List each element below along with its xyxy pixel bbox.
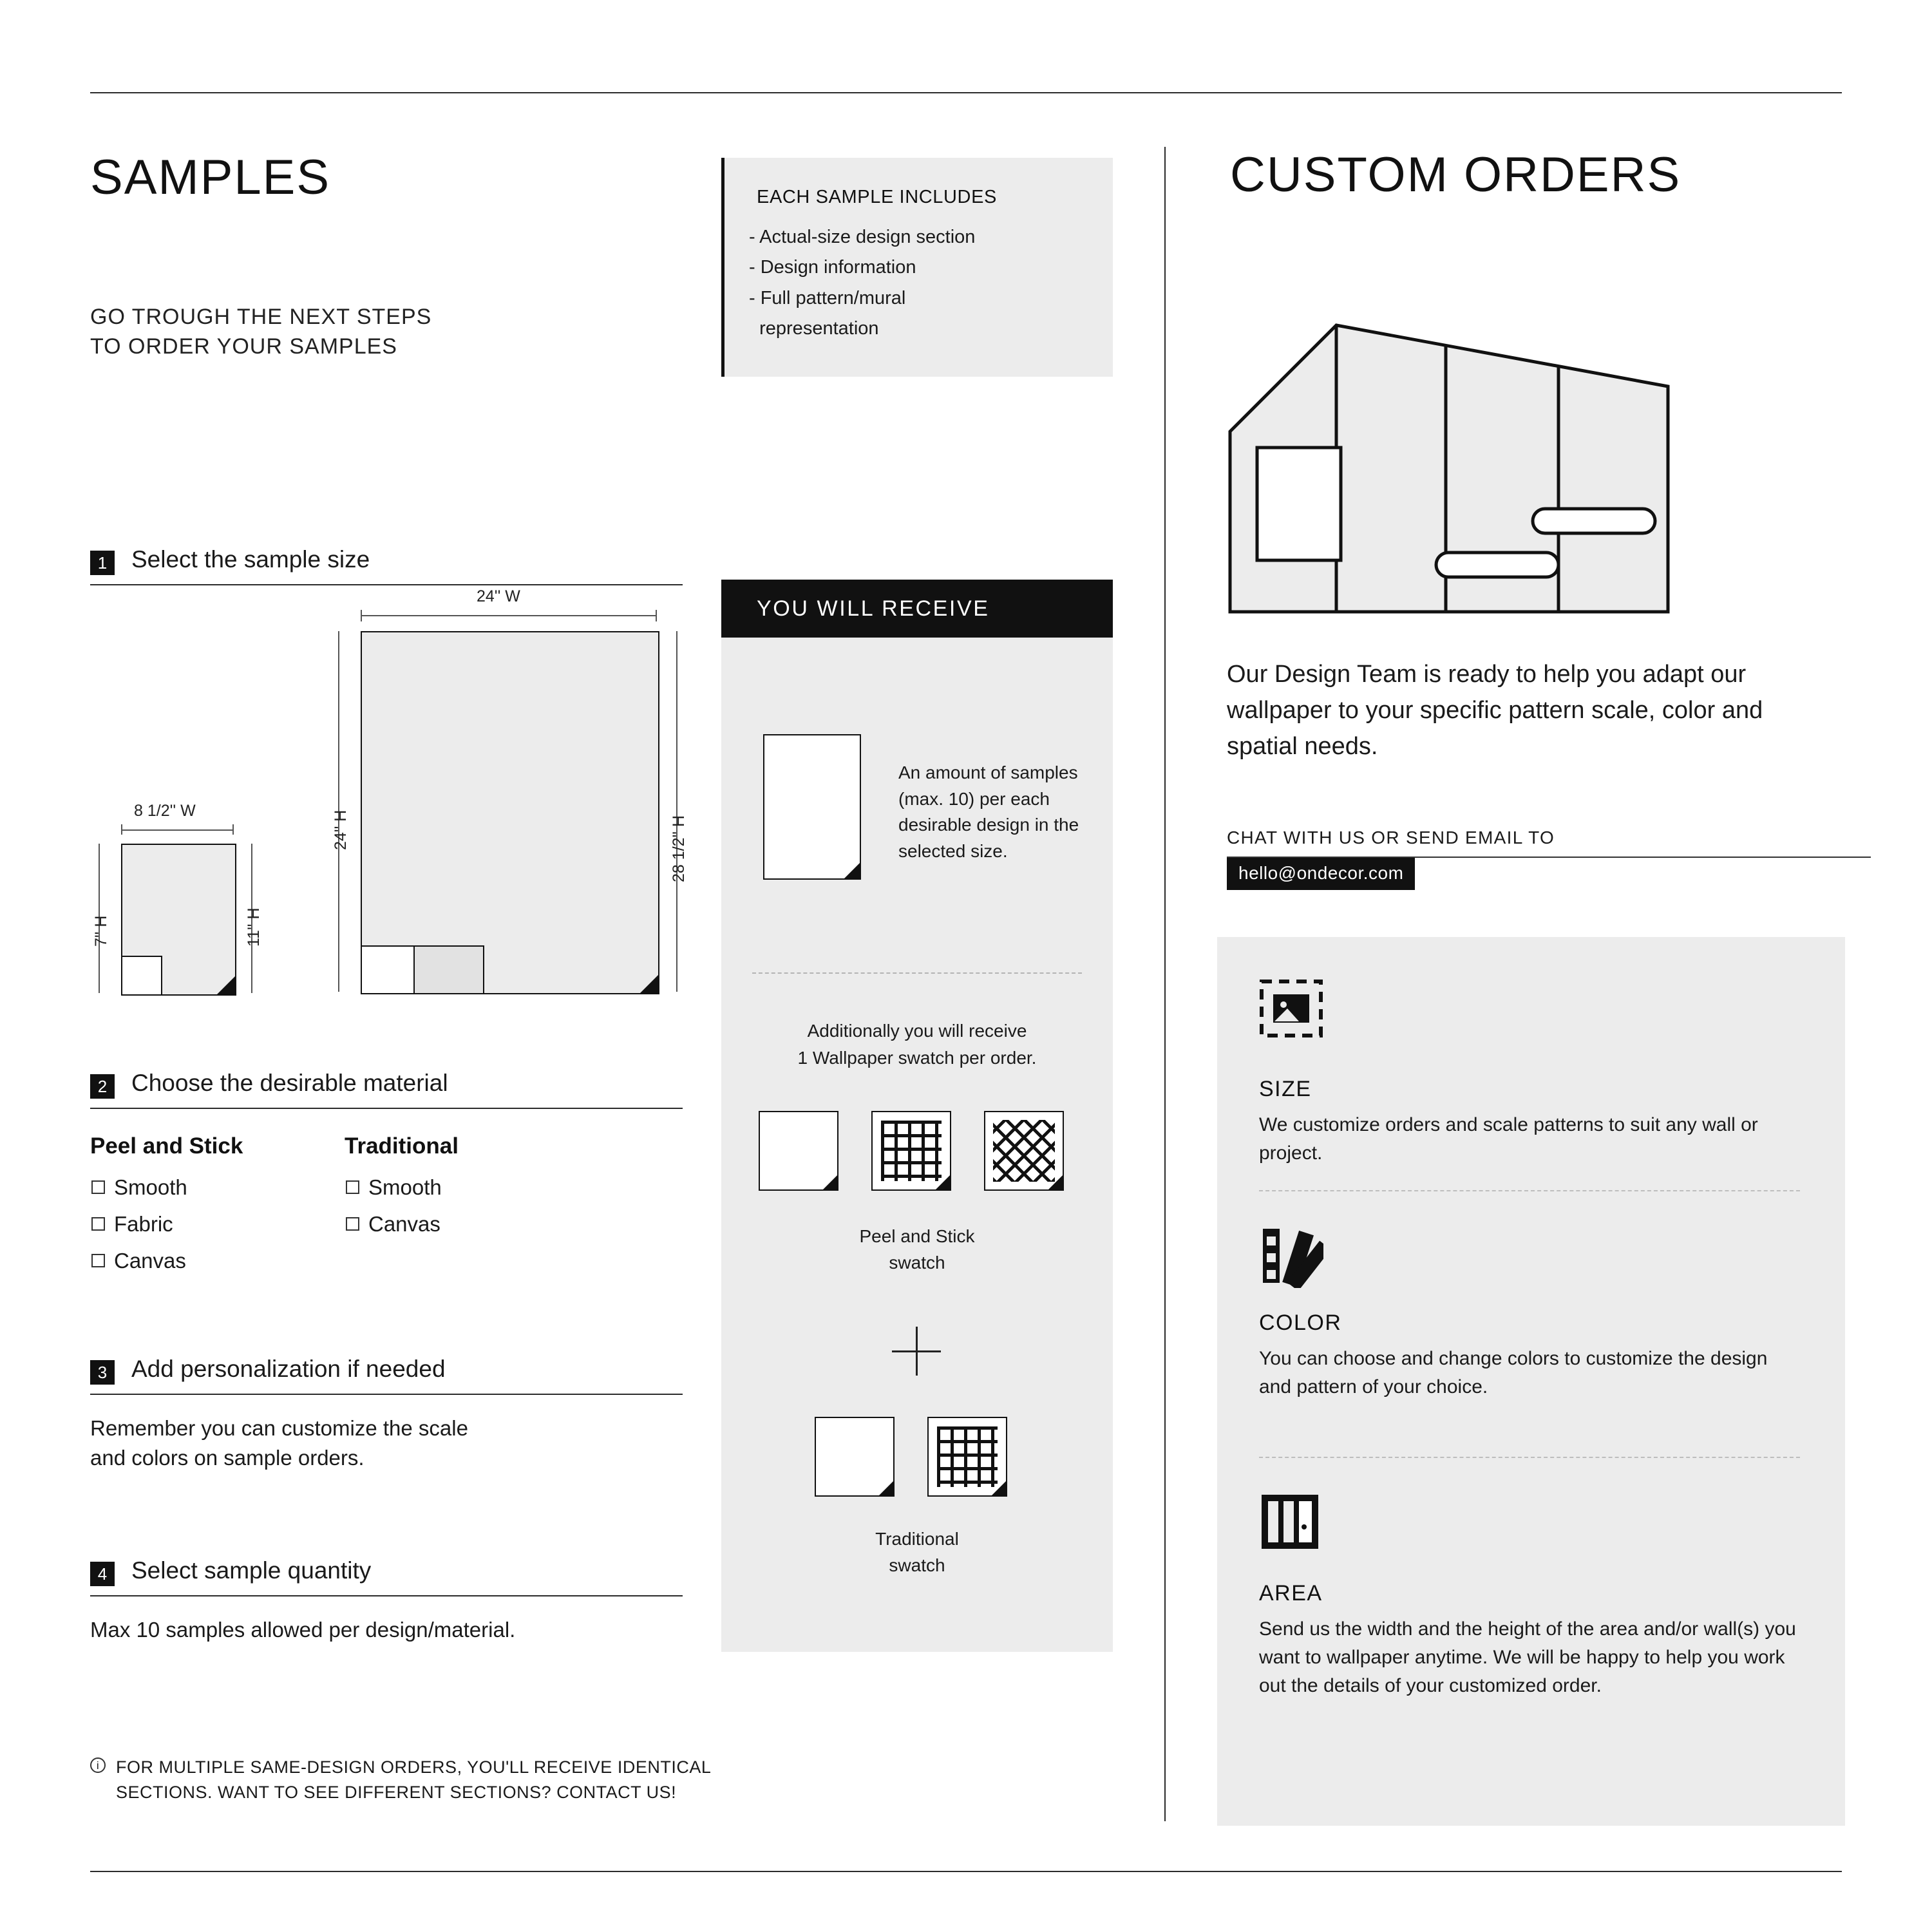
plus-icon bbox=[892, 1327, 941, 1376]
step-number: 4 bbox=[90, 1562, 115, 1586]
each-sample-list bbox=[749, 222, 975, 344]
column-divider bbox=[1164, 147, 1166, 1821]
step-underline bbox=[90, 1108, 683, 1109]
chat-label: CHAT WITH US OR SEND EMAIL TO bbox=[1227, 828, 1555, 848]
feature-text-area: Send us the width and the height of the area and/or wall(s) you want to wallpaper anytime. We will be happy to help you work out the details of your customized order. bbox=[1259, 1618, 1796, 1697]
step-label: Select the sample size bbox=[131, 546, 370, 573]
checkbox[interactable] bbox=[91, 1180, 105, 1194]
additional-line1: Additionally you will receive bbox=[807, 1021, 1027, 1041]
small-corner-fold-icon bbox=[217, 976, 235, 994]
sample-size-large-diagram bbox=[361, 631, 659, 994]
samples-subtitle bbox=[90, 303, 431, 362]
swatch-corner-fold-icon bbox=[823, 1175, 837, 1189]
feature-text-color: You can choose and change colors to customize the design and pattern of your choice. bbox=[1259, 1348, 1768, 1398]
checkbox[interactable] bbox=[346, 1217, 359, 1231]
samples-subtitle-line2: TO ORDER YOUR SAMPLES bbox=[90, 334, 397, 359]
option-label: Smooth bbox=[114, 1175, 187, 1199]
sample-sheet-description: An amount of samples (max. 10) per each desirable design in the selected size. bbox=[898, 762, 1079, 861]
small-inner-white bbox=[122, 956, 162, 994]
option-label: Canvas bbox=[114, 1249, 186, 1273]
top-divider bbox=[90, 92, 1842, 93]
large-inner-grey bbox=[415, 945, 484, 993]
step-label: Select sample quantity bbox=[131, 1557, 372, 1584]
info-icon: i bbox=[90, 1757, 106, 1773]
image-frame-icon bbox=[1259, 979, 1323, 1041]
material-option-peel-smooth[interactable] bbox=[91, 1175, 187, 1200]
large-width-dim-line bbox=[361, 615, 657, 616]
traditional-caption bbox=[721, 1526, 1113, 1578]
swatch-corner-fold-icon bbox=[936, 1175, 950, 1189]
panel-dotted-separator bbox=[752, 972, 1082, 974]
custom-orders-title: CUSTOM ORDERS bbox=[1230, 147, 1681, 202]
material-col1-title: Peel and Stick bbox=[90, 1133, 243, 1159]
material-option-trad-canvas[interactable] bbox=[346, 1212, 440, 1236]
swatch-diagonal bbox=[984, 1111, 1064, 1191]
step-label: Choose the desirable material bbox=[131, 1070, 448, 1096]
large-height-right-dim-line bbox=[676, 631, 677, 992]
sample-sheet-illustration bbox=[763, 734, 861, 880]
swatch-grid bbox=[871, 1111, 951, 1191]
step-number: 3 bbox=[90, 1360, 115, 1385]
step-label: Add personalization if needed bbox=[131, 1356, 446, 1382]
option-label: Smooth bbox=[368, 1175, 442, 1199]
step-number: 2 bbox=[90, 1074, 115, 1099]
option-label: Fabric bbox=[114, 1212, 173, 1236]
step-underline bbox=[90, 1394, 683, 1395]
feature-title-area: AREA bbox=[1259, 1581, 1323, 1605]
tick bbox=[656, 610, 657, 621]
diagonal-pattern-icon bbox=[993, 1120, 1055, 1182]
tick bbox=[121, 824, 122, 835]
step-3-line2: and colors on sample orders. bbox=[90, 1446, 365, 1470]
small-width-dim-line bbox=[121, 829, 234, 831]
material-option-peel-canvas[interactable] bbox=[91, 1249, 186, 1273]
step-underline bbox=[90, 1595, 683, 1596]
grid-pattern-icon bbox=[881, 1121, 942, 1181]
tick bbox=[232, 824, 234, 835]
tick bbox=[361, 610, 362, 621]
wall-panels-icon bbox=[1259, 1491, 1321, 1556]
large-corner-fold-icon bbox=[640, 975, 658, 993]
trad-caption-line2: swatch bbox=[889, 1555, 945, 1575]
large-inner-white bbox=[362, 945, 415, 993]
each-sample-heading: EACH SAMPLE INCLUDES bbox=[757, 187, 997, 207]
bottom-divider bbox=[90, 1871, 1842, 1872]
list-item: - Design information bbox=[749, 257, 916, 278]
peel-caption-line2: swatch bbox=[889, 1252, 945, 1273]
swatch-corner-fold-icon bbox=[992, 1481, 1006, 1495]
samples-subtitle-line1: GO TROUGH THE NEXT STEPS bbox=[90, 305, 432, 329]
additional-line2: 1 Wallpaper swatch per order. bbox=[797, 1048, 1037, 1068]
swatch-plain bbox=[815, 1417, 895, 1497]
grid-pattern-icon bbox=[937, 1426, 998, 1487]
checkbox[interactable] bbox=[91, 1254, 105, 1267]
list-item: - Actual-size design section bbox=[749, 227, 976, 247]
samples-title: SAMPLES bbox=[90, 150, 331, 205]
additional-swatch-note bbox=[721, 1018, 1113, 1072]
checkbox[interactable] bbox=[91, 1217, 105, 1231]
step-number: 1 bbox=[90, 551, 115, 575]
trad-caption-line1: Traditional bbox=[875, 1529, 959, 1549]
swatch-corner-fold-icon bbox=[1048, 1175, 1063, 1189]
step-3-line1: Remember you can customize the scale bbox=[90, 1416, 468, 1440]
you-will-receive-header bbox=[721, 580, 1113, 638]
feature-title-color: COLOR bbox=[1259, 1311, 1342, 1335]
sample-size-small-diagram bbox=[121, 844, 236, 996]
large-height-right-label: 28 1/2'' H bbox=[670, 815, 688, 882]
option-label: Canvas bbox=[368, 1212, 440, 1236]
feature-separator bbox=[1259, 1190, 1800, 1191]
swatch-plain bbox=[759, 1111, 838, 1191]
step-underline bbox=[90, 584, 683, 585]
footnote-line1: FOR MULTIPLE SAME-DESIGN ORDERS, YOU'LL RECEIVE IDENTICAL bbox=[116, 1757, 712, 1777]
large-height-label: 24'' H bbox=[332, 810, 350, 850]
swatch-corner-fold-icon bbox=[879, 1481, 893, 1495]
small-width-label: 8 1/2'' W bbox=[134, 802, 196, 820]
footnote bbox=[90, 1755, 711, 1805]
material-option-trad-smooth[interactable] bbox=[346, 1175, 442, 1200]
peel-caption-line1: Peel and Stick bbox=[859, 1226, 975, 1246]
color-swatch-fan-icon bbox=[1259, 1224, 1323, 1291]
email-link[interactable]: hello@ondecor.com bbox=[1227, 858, 1415, 890]
checkbox[interactable] bbox=[346, 1180, 359, 1194]
feature-title-size: SIZE bbox=[1259, 1077, 1312, 1101]
small-height-label: 7'' H bbox=[92, 915, 110, 947]
footnote-line2: SECTIONS. WANT TO SEE DIFFERENT SECTIONS? CONTACT US! bbox=[116, 1783, 677, 1803]
list-item: - Full pattern/mural bbox=[749, 287, 906, 308]
swatch-grid bbox=[927, 1417, 1007, 1497]
custom-orders-lead: Our Design Team is ready to help you adapt our wallpaper to your specific pattern scale, color and spatial needs. bbox=[1227, 661, 1763, 760]
room-illustration bbox=[1224, 316, 1739, 618]
feature-separator bbox=[1259, 1457, 1800, 1458]
each-sample-accent-bar bbox=[721, 158, 724, 377]
small-height-right-label: 11'' H bbox=[245, 907, 263, 947]
material-col2-title: Traditional bbox=[345, 1133, 459, 1159]
material-option-peel-fabric[interactable] bbox=[91, 1212, 173, 1236]
you-will-receive-title: YOU WILL RECEIVE bbox=[757, 596, 990, 621]
peel-and-stick-caption bbox=[721, 1224, 1113, 1276]
list-item: representation bbox=[749, 317, 879, 339]
feature-text-size: We customize orders and scale patterns to suit any wall or project. bbox=[1259, 1114, 1758, 1164]
step-3-description bbox=[90, 1414, 683, 1473]
sheet-corner-fold-icon bbox=[844, 863, 860, 878]
step-4-description: Max 10 samples allowed per design/material. bbox=[90, 1618, 516, 1642]
large-width-label: 24'' W bbox=[477, 587, 520, 605]
